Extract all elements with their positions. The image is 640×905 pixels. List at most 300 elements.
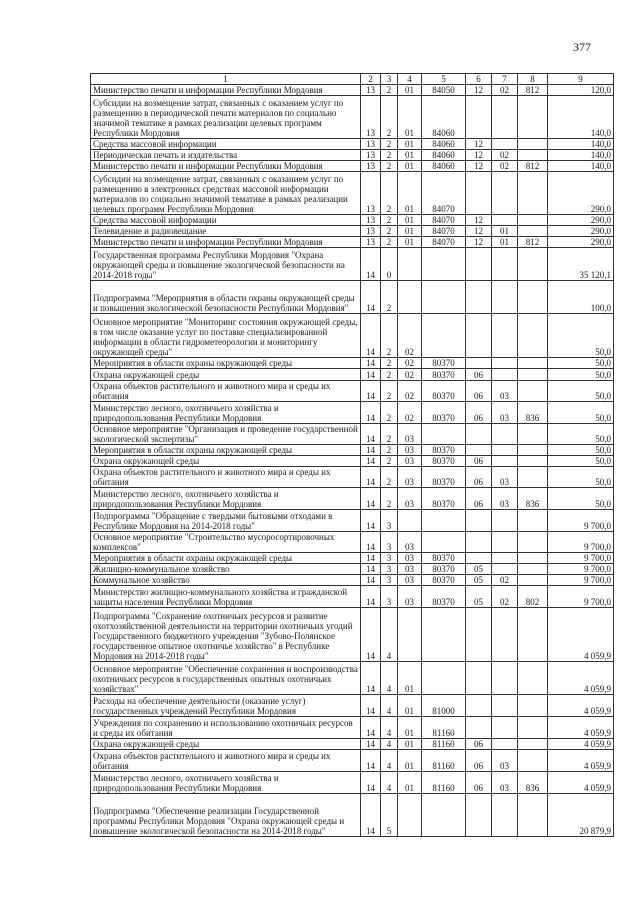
table-row: [91, 85, 614, 96]
row-code: 01: [398, 226, 422, 237]
table-row: [91, 564, 614, 575]
row-name: Основное мероприятие "Строительство мусоросортировочных комплексов": [91, 532, 361, 553]
row-amount: 9 700,0: [548, 510, 614, 532]
row-code: [492, 695, 518, 717]
row-code: [422, 314, 466, 358]
row-code: 80370: [422, 445, 466, 456]
row-code: [492, 739, 518, 750]
row-code: 03: [398, 456, 422, 467]
row-code: 03: [492, 488, 518, 510]
row-code: [518, 750, 548, 772]
row-code: 01: [398, 772, 422, 794]
table-row: [91, 369, 614, 381]
row-code: 80370: [422, 381, 466, 402]
row-amount: 290,0: [548, 226, 614, 237]
row-code: [518, 467, 548, 488]
row-name: Охрана окружающей среды: [91, 739, 361, 750]
row-code: 84060: [422, 139, 466, 150]
row-amount: 9 700,0: [548, 575, 614, 586]
row-code: 81160: [422, 717, 466, 739]
row-code: 80370: [422, 467, 466, 488]
table-row: [91, 553, 614, 564]
table-row: [91, 662, 614, 695]
table-row: [91, 314, 614, 358]
row-code: 2: [381, 150, 398, 161]
row-amount: 9 700,0: [548, 553, 614, 564]
row-code: 4: [381, 695, 398, 717]
row-name: Министерство печати и информации Республики Мордовия: [91, 85, 361, 96]
table-row: [91, 226, 614, 237]
row-code: 80370: [422, 553, 466, 564]
row-amount: 290,0: [548, 172, 614, 215]
row-code: 3: [381, 586, 398, 608]
row-code: 2: [381, 139, 398, 150]
row-code: 812: [518, 85, 548, 96]
row-code: [422, 281, 466, 314]
row-code: 0: [381, 248, 398, 281]
row-code: 14: [361, 281, 381, 314]
row-code: 05: [466, 564, 492, 575]
row-amount: 4 059,9: [548, 695, 614, 717]
row-code: [466, 662, 492, 695]
row-code: 12: [466, 237, 492, 248]
row-code: 5: [381, 794, 398, 837]
row-name: Мероприятия в области охраны окружающей среды: [91, 445, 361, 456]
row-code: 14: [361, 608, 381, 662]
row-name: Министерство лесного, охотничьего хозяйства и природопользования Республики Мордовия: [91, 488, 361, 510]
row-code: 3: [381, 510, 398, 532]
row-code: 12: [466, 85, 492, 96]
row-code: 02: [398, 358, 422, 369]
table-row: [91, 456, 614, 467]
budget-table: [90, 73, 614, 837]
row-code: [518, 695, 548, 717]
table-row: [91, 772, 614, 794]
row-name: Министерство лесного, охотничьего хозяйства и природопользования Республики Мордовия: [91, 402, 361, 424]
table-row: [91, 358, 614, 369]
row-code: 4: [381, 608, 398, 662]
row-code: 14: [361, 369, 381, 381]
row-code: [492, 553, 518, 564]
row-code: [492, 564, 518, 575]
row-code: 3: [381, 532, 398, 553]
row-code: 80370: [422, 358, 466, 369]
row-code: 14: [361, 695, 381, 717]
table-row: [91, 139, 614, 150]
row-code: [422, 608, 466, 662]
row-code: 812: [518, 237, 548, 248]
row-code: 06: [466, 739, 492, 750]
row-code: 03: [492, 750, 518, 772]
row-name: Основное мероприятие "Мониторинг состояния окружающей среды, в том числе оказание услуг по поставке специализированной информации в области гидрометеорологии и мониторингу окружающей среды": [91, 314, 361, 358]
row-code: 2: [381, 237, 398, 248]
row-code: 01: [398, 739, 422, 750]
row-code: 01: [398, 215, 422, 226]
row-name: Охрана объектов растительного и животного мира и среды их обитания: [91, 467, 361, 488]
row-code: 03: [398, 553, 422, 564]
row-name: Охрана объектов растительного и животного мира и среды их обитания: [91, 750, 361, 772]
row-code: [466, 445, 492, 456]
row-code: 01: [398, 172, 422, 215]
row-code: [398, 248, 422, 281]
row-code: [518, 532, 548, 553]
table-row: [91, 794, 614, 837]
row-code: [492, 532, 518, 553]
row-code: [492, 608, 518, 662]
row-code: 02: [492, 150, 518, 161]
row-code: 2: [381, 381, 398, 402]
row-code: [518, 608, 548, 662]
row-code: [398, 281, 422, 314]
header-cell: 2: [361, 74, 381, 85]
row-amount: 9 700,0: [548, 586, 614, 608]
row-code: [466, 608, 492, 662]
row-code: 84070: [422, 172, 466, 215]
row-code: [466, 695, 492, 717]
row-code: 06: [466, 772, 492, 794]
row-name: Министерство печати и информации Республики Мордовия: [91, 237, 361, 248]
row-code: 2: [381, 96, 398, 139]
row-code: 03: [398, 532, 422, 553]
table-row: [91, 237, 614, 248]
row-code: 02: [492, 586, 518, 608]
row-code: 836: [518, 488, 548, 510]
row-code: 14: [361, 662, 381, 695]
row-code: 02: [398, 369, 422, 381]
row-name: Мероприятия в области охраны окружающей среды: [91, 553, 361, 564]
table-row: [91, 608, 614, 662]
row-code: 01: [398, 96, 422, 139]
row-code: 02: [492, 161, 518, 172]
row-code: [518, 358, 548, 369]
table-row: [91, 172, 614, 215]
row-code: 03: [492, 467, 518, 488]
header-cell: 5: [422, 74, 466, 85]
row-code: 81000: [422, 695, 466, 717]
row-amount: 20 879,9: [548, 794, 614, 837]
row-code: [466, 172, 492, 215]
row-code: 01: [398, 150, 422, 161]
row-code: 4: [381, 662, 398, 695]
row-code: [492, 424, 518, 445]
row-name: Охрана объектов растительного и животного мира и среды их обитания: [91, 381, 361, 402]
row-amount: 50,0: [548, 314, 614, 358]
row-code: 14: [361, 445, 381, 456]
row-code: 03: [398, 467, 422, 488]
row-amount: 140,0: [548, 139, 614, 150]
row-code: 802: [518, 586, 548, 608]
row-code: 14: [361, 575, 381, 586]
row-code: [518, 662, 548, 695]
row-code: 13: [361, 226, 381, 237]
row-amount: 50,0: [548, 402, 614, 424]
row-code: 14: [361, 564, 381, 575]
row-code: 13: [361, 150, 381, 161]
row-code: 3: [381, 564, 398, 575]
row-code: 81160: [422, 739, 466, 750]
row-code: 01: [398, 139, 422, 150]
row-code: 02: [398, 381, 422, 402]
row-code: 01: [398, 750, 422, 772]
row-amount: 290,0: [548, 237, 614, 248]
row-code: 13: [361, 139, 381, 150]
table-row: [91, 532, 614, 553]
row-name: Министерство печати и информации Республики Мордовия: [91, 161, 361, 172]
row-code: 14: [361, 750, 381, 772]
row-amount: 120,0: [548, 85, 614, 96]
row-code: 14: [361, 402, 381, 424]
table-row: [91, 467, 614, 488]
row-code: 836: [518, 772, 548, 794]
row-code: 14: [361, 717, 381, 739]
row-code: 05: [466, 586, 492, 608]
row-code: 02: [492, 85, 518, 96]
row-code: 13: [361, 237, 381, 248]
table-row: [91, 402, 614, 424]
row-amount: 50,0: [548, 424, 614, 445]
row-code: [518, 139, 548, 150]
row-code: 812: [518, 161, 548, 172]
row-code: [466, 717, 492, 739]
row-code: 06: [466, 402, 492, 424]
row-amount: 50,0: [548, 488, 614, 510]
header-cell: 6: [466, 74, 492, 85]
row-name: Телевидение и радиовещание: [91, 226, 361, 237]
row-name: Основное мероприятие "Обеспечение сохранения и воспроизводства охотничьих ресурсов в государственных опытных охотничьих хозяйствах": [91, 662, 361, 695]
row-code: 12: [466, 161, 492, 172]
row-name: Подпрограмма "Сохранение охотничьих ресурсов и развитие охотхозяйственной деятельности на территории охотничьих угодий Государственного бюджетного учреждения "Зубово-Полянское государственное опытное охотничье хозяйство" в Республике Мордовия на 2014-2018 годы": [91, 608, 361, 662]
row-code: 14: [361, 772, 381, 794]
row-code: 2: [381, 456, 398, 467]
row-code: 2: [381, 215, 398, 226]
table-row: [91, 248, 614, 281]
row-code: 12: [466, 215, 492, 226]
row-code: [492, 717, 518, 739]
row-code: 80370: [422, 488, 466, 510]
row-amount: 35 120,1: [548, 248, 614, 281]
row-code: [422, 662, 466, 695]
row-code: 06: [466, 456, 492, 467]
row-code: 2: [381, 281, 398, 314]
row-amount: 4 059,9: [548, 750, 614, 772]
table-row: [91, 96, 614, 139]
row-code: [518, 456, 548, 467]
row-code: 84060: [422, 96, 466, 139]
header-cell: 9: [548, 74, 614, 85]
row-code: [422, 510, 466, 532]
row-code: [518, 381, 548, 402]
row-code: [398, 608, 422, 662]
row-code: [422, 424, 466, 445]
row-amount: 140,0: [548, 150, 614, 161]
row-code: [492, 139, 518, 150]
row-name: Расходы на обеспечение деятельности (оказание услуг) государственных учреждений Республики Мордовия: [91, 695, 361, 717]
row-code: 14: [361, 553, 381, 564]
row-code: 2: [381, 467, 398, 488]
row-code: [518, 575, 548, 586]
row-amount: 140,0: [548, 96, 614, 139]
row-code: 06: [466, 467, 492, 488]
row-code: 2: [381, 161, 398, 172]
row-code: 03: [492, 402, 518, 424]
table-row: [91, 586, 614, 608]
table-row: [91, 488, 614, 510]
row-code: 01: [398, 161, 422, 172]
row-code: 01: [492, 237, 518, 248]
row-code: [466, 314, 492, 358]
table-body: [91, 85, 614, 837]
row-code: 14: [361, 467, 381, 488]
row-name: Государственная программа Республики Мордовия "Охрана окружающей среды и повышение экологической безопасности на 2014-2018 годы": [91, 248, 361, 281]
row-code: 12: [466, 150, 492, 161]
row-code: [466, 424, 492, 445]
row-code: 01: [398, 717, 422, 739]
row-code: 02: [398, 402, 422, 424]
row-code: 13: [361, 161, 381, 172]
row-code: 03: [492, 381, 518, 402]
row-code: [492, 662, 518, 695]
table-row: [91, 717, 614, 739]
header-row: [91, 74, 614, 85]
row-code: 2: [381, 85, 398, 96]
row-code: [518, 510, 548, 532]
row-name: Средства массовой информации: [91, 215, 361, 226]
row-code: 06: [466, 369, 492, 381]
header-cell: 3: [381, 74, 398, 85]
table-row: [91, 215, 614, 226]
row-code: 14: [361, 424, 381, 445]
table-row: [91, 150, 614, 161]
row-code: [492, 96, 518, 139]
row-code: 05: [466, 575, 492, 586]
row-name: Охрана окружающей среды: [91, 456, 361, 467]
header-cell: 7: [492, 74, 518, 85]
row-code: 2: [381, 369, 398, 381]
row-code: 2: [381, 402, 398, 424]
table-row: [91, 281, 614, 314]
row-name: Подпрограмма "Обеспечение реализации Государственной программы Республики Мордовия "Охрана окружающей среды и повышение экологической безопасности на 2014-2018 годы": [91, 794, 361, 837]
row-code: 13: [361, 172, 381, 215]
row-name: Подпрограмма "Обращение с твердыми бытовыми отходами в Республике Мордовия на 2014-2018 годы": [91, 510, 361, 532]
row-code: 03: [492, 772, 518, 794]
row-code: 14: [361, 510, 381, 532]
row-name: Субсидии на возмещение затрат, связанных с оказанием услуг по размещению в электронных средствах массовой информации материалов по социально значимой тематике в рамках реализации целевых программ Республики Мордовия: [91, 172, 361, 215]
header-cell: 1: [91, 74, 361, 85]
row-code: 2: [381, 226, 398, 237]
row-code: [492, 794, 518, 837]
row-code: [518, 226, 548, 237]
row-code: 12: [466, 139, 492, 150]
table-row: [91, 161, 614, 172]
row-code: 01: [398, 695, 422, 717]
table-row: [91, 750, 614, 772]
row-name: Жилищно-коммунальное хозяйство: [91, 564, 361, 575]
row-code: 13: [361, 96, 381, 139]
row-code: 01: [398, 662, 422, 695]
row-code: [422, 794, 466, 837]
row-code: 03: [398, 586, 422, 608]
row-code: 2: [381, 424, 398, 445]
row-code: 02: [398, 314, 422, 358]
row-amount: 4 059,9: [548, 717, 614, 739]
row-code: [518, 739, 548, 750]
row-code: 80370: [422, 564, 466, 575]
row-amount: 4 059,9: [548, 608, 614, 662]
row-code: [518, 445, 548, 456]
row-code: [518, 150, 548, 161]
row-code: 01: [398, 85, 422, 96]
row-amount: 140,0: [548, 161, 614, 172]
row-code: 80370: [422, 575, 466, 586]
row-code: [518, 215, 548, 226]
row-amount: 50,0: [548, 381, 614, 402]
page-number: 377: [573, 40, 591, 54]
row-code: 03: [398, 424, 422, 445]
row-code: 4: [381, 750, 398, 772]
row-code: 14: [361, 381, 381, 402]
row-code: 84070: [422, 226, 466, 237]
table-row: [91, 739, 614, 750]
table-row: [91, 424, 614, 445]
row-amount: 50,0: [548, 467, 614, 488]
row-name: Охрана окружающей среды: [91, 369, 361, 381]
row-name: Министерство жилищно-коммунального хозяйства и гражданской защиты населения Республики Мордовия: [91, 586, 361, 608]
row-code: 3: [381, 575, 398, 586]
table-row: [91, 445, 614, 456]
row-code: 2: [381, 172, 398, 215]
row-code: [466, 248, 492, 281]
row-code: [492, 358, 518, 369]
row-code: 14: [361, 314, 381, 358]
row-code: 84050: [422, 85, 466, 96]
row-code: [492, 314, 518, 358]
row-code: 01: [398, 237, 422, 248]
row-code: 02: [492, 575, 518, 586]
row-amount: 50,0: [548, 358, 614, 369]
row-code: 03: [398, 488, 422, 510]
row-code: [466, 281, 492, 314]
row-code: [422, 248, 466, 281]
row-amount: 4 059,9: [548, 739, 614, 750]
row-amount: 9 700,0: [548, 532, 614, 553]
row-code: [492, 445, 518, 456]
row-name: Основное мероприятие "Организация и проведение государственной экологической экспертизы": [91, 424, 361, 445]
row-code: 14: [361, 248, 381, 281]
row-code: 2: [381, 445, 398, 456]
row-code: 03: [398, 445, 422, 456]
row-code: 81160: [422, 750, 466, 772]
row-amount: 9 700,0: [548, 564, 614, 575]
row-code: [518, 96, 548, 139]
row-code: 81160: [422, 772, 466, 794]
row-code: 4: [381, 717, 398, 739]
row-code: [492, 172, 518, 215]
row-code: 84070: [422, 237, 466, 248]
row-amount: 50,0: [548, 369, 614, 381]
row-code: 836: [518, 402, 548, 424]
row-code: 01: [492, 226, 518, 237]
row-code: 80370: [422, 402, 466, 424]
row-amount: 100,0: [548, 281, 614, 314]
row-code: [422, 532, 466, 553]
row-code: [518, 564, 548, 575]
row-code: [518, 553, 548, 564]
row-code: [466, 794, 492, 837]
row-code: [518, 369, 548, 381]
row-name: Коммунальное хозяйство: [91, 575, 361, 586]
row-code: [492, 369, 518, 381]
row-code: 3: [381, 553, 398, 564]
